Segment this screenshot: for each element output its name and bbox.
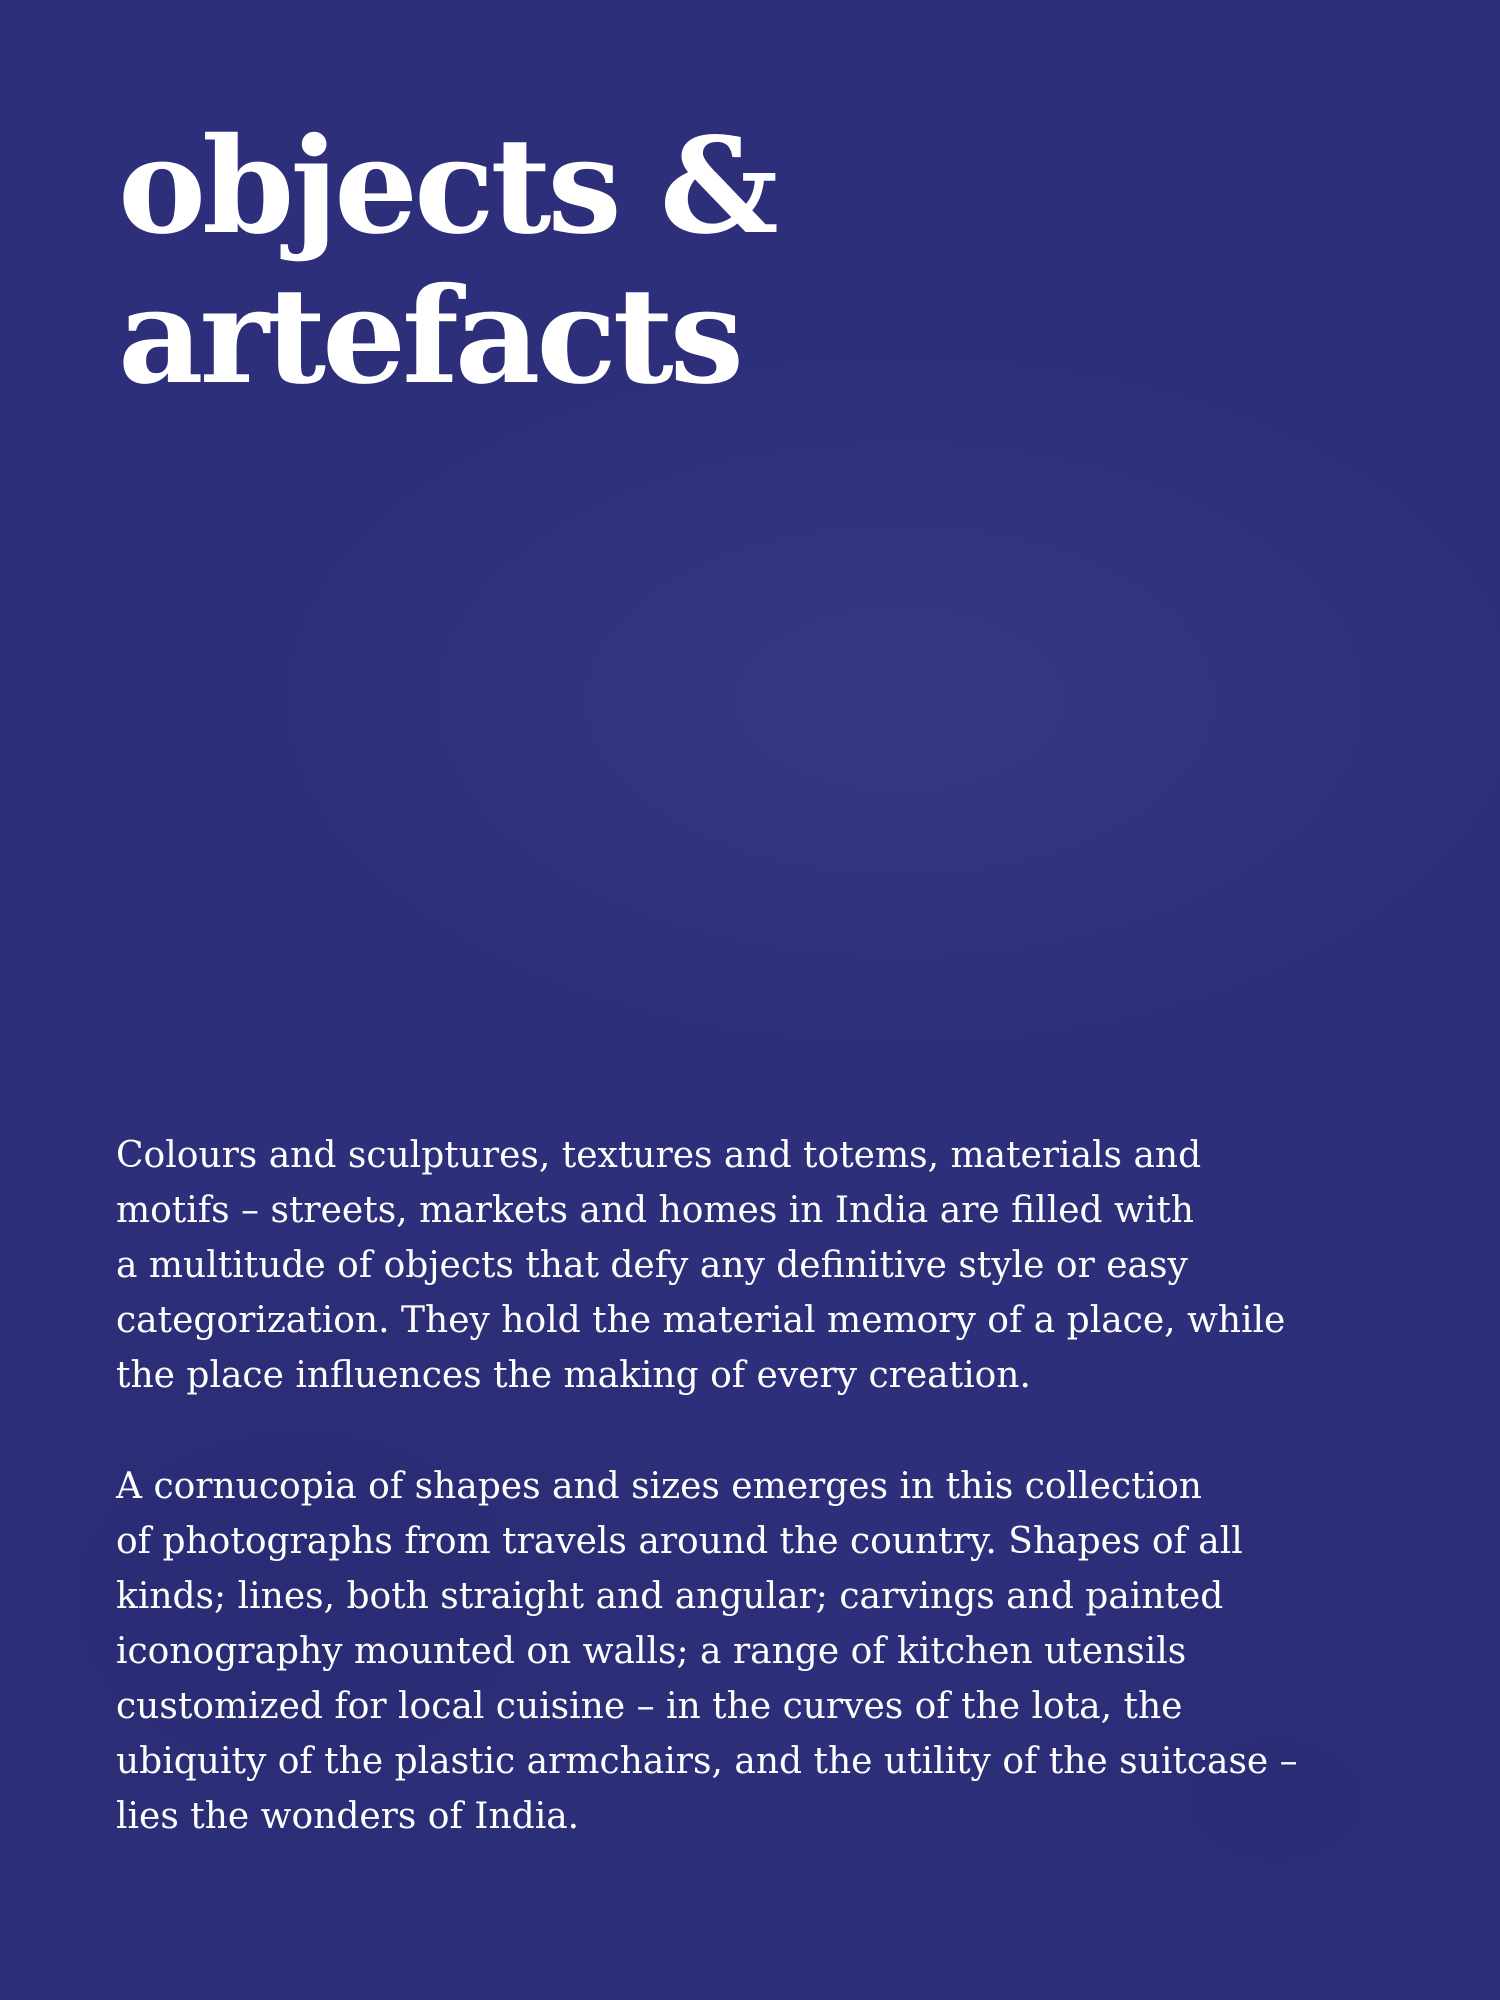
paragraph-line: categorization. They hold the material memory of a place, while — [116, 1300, 1286, 1341]
paragraph-line: Colours and sculptures, textures and totems, materials and — [116, 1135, 1202, 1176]
title-line-1: objects & — [118, 109, 775, 264]
title-line-2: artefacts — [118, 259, 741, 414]
paragraph-line: customized for local cuisine – in the curves of the lota, the — [116, 1686, 1183, 1727]
paragraph-1 — [116, 1128, 1436, 1403]
paragraph-line: iconography mounted on walls; a range of kitchen utensils — [116, 1631, 1187, 1672]
page-title — [118, 109, 775, 414]
paragraph-line: a multitude of objects that defy any definitive style or easy — [116, 1245, 1188, 1286]
paragraph-line: kinds; lines, both straight and angular; carvings and painted — [116, 1576, 1224, 1617]
paragraph-line: motifs – streets, markets and homes in India are filled with — [116, 1190, 1194, 1231]
paragraph-line: of photographs from travels around the country. Shapes of all — [116, 1521, 1243, 1562]
paragraph-2 — [116, 1459, 1436, 1844]
body-text — [116, 1128, 1436, 1900]
paragraph-line: ubiquity of the plastic armchairs, and the utility of the suitcase – — [116, 1741, 1298, 1782]
paragraph-line: lies the wonders of India. — [116, 1796, 580, 1837]
paragraph-line: the place influences the making of every creation. — [116, 1355, 1031, 1396]
paragraph-line: A cornucopia of shapes and sizes emerges in this collection — [116, 1466, 1202, 1507]
